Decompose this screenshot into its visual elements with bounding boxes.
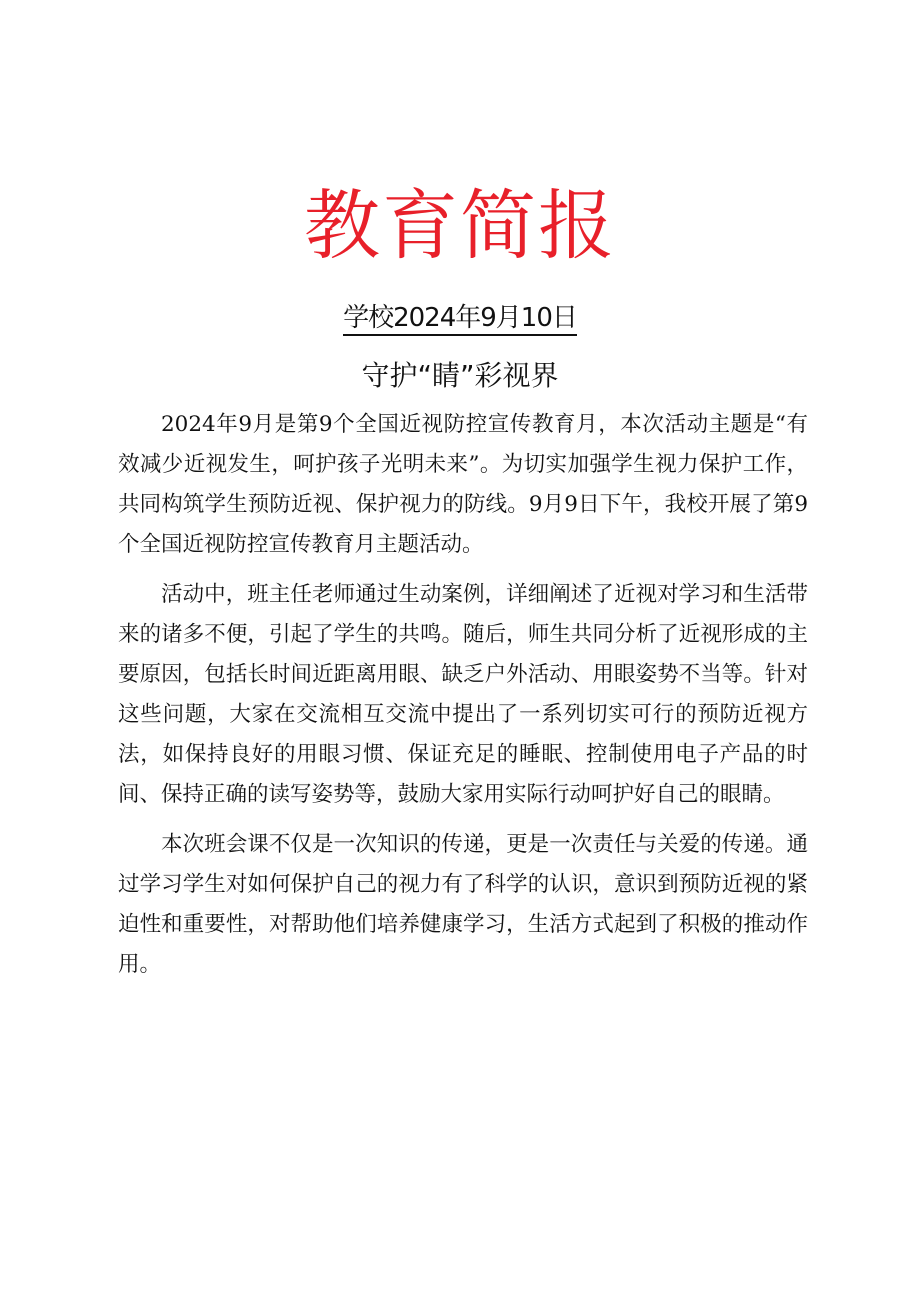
issue-line bbox=[0, 298, 920, 338]
article-paragraph: 活动中，班主任老师通过生动案例，详细阐述了近视对学习和生活带来的诸多不便，引起了学生的共鸣。随后，师生共同分析了近视形成的主要原因，包括长时间近距离用眼、缺乏户外活动、用眼姿势不当等。针对这些问题，大家在交流相互交流中提出了一系列切实可行的预防近视方法，如保持良好的用眼习惯、保证充足的睡眠、控制使用电子产品的时间、保持正确的读写姿势等，鼓励大家用实际行动呵护好自己的眼睛。 bbox=[118, 582, 808, 807]
article-paragraph: 2024年9月是第9个全国近视防控宣传教育月，本次活动主题是“有效减少近视发生，呵护孩子光明未来”。为切实加强学生视力保护工作，共同构筑学生预防近视、保护视力的防线。9月9日下午，我校开展了第9个全国近视防控宣传教育月主题活动。 bbox=[118, 412, 808, 557]
masthead-title: 教育简报 bbox=[304, 181, 616, 270]
article-body bbox=[118, 405, 808, 995]
article-title: 守护“睛”彩视界 bbox=[361, 359, 559, 392]
issue-date-text: 学校2024年9月10日 bbox=[343, 303, 577, 336]
article-paragraph: 本次班会课不仅是一次知识的传递，更是一次责任与关爱的传递。通过学习学生对如何保护自己的视力有了科学的认识，意识到预防近视的紧迫性和重要性，对帮助他们培养健康学习，生活方式起到了积极的推动作用。 bbox=[118, 832, 808, 977]
